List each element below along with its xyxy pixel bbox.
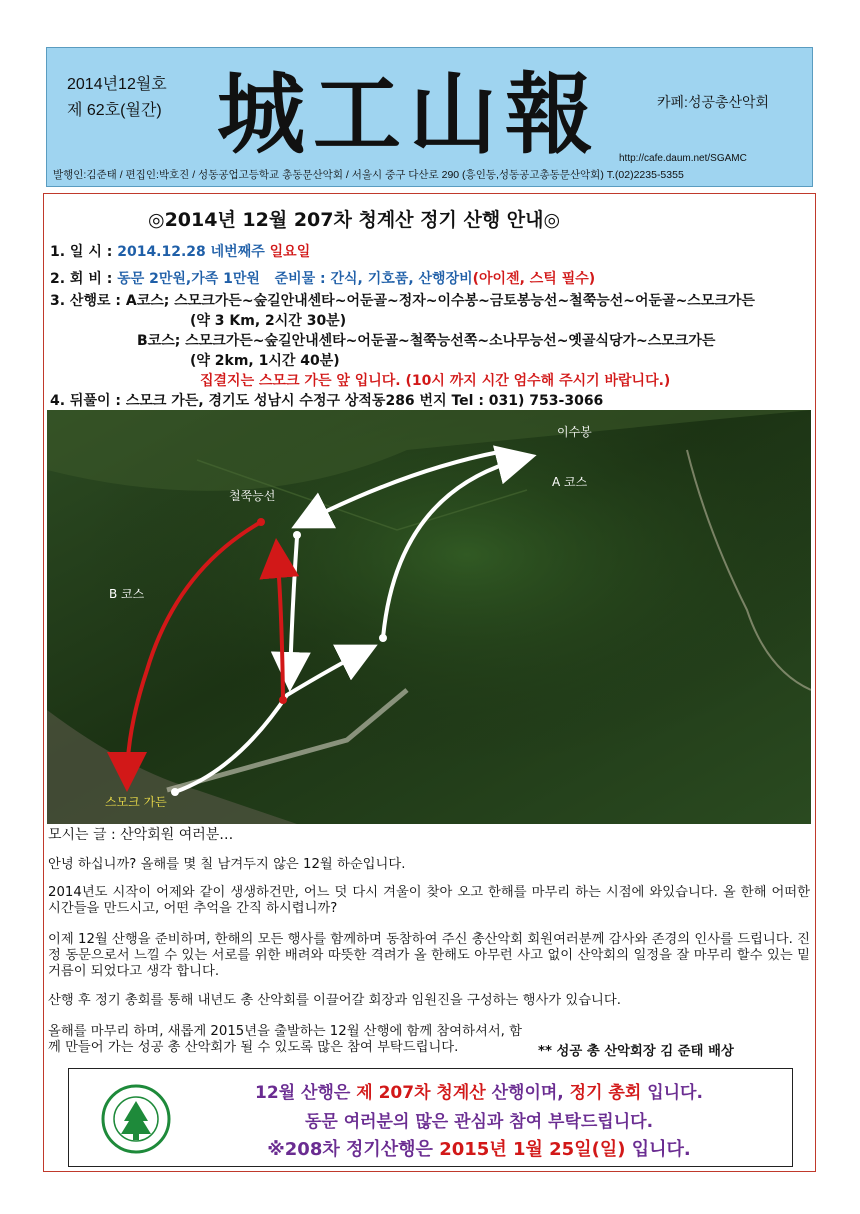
pavilion-point [379, 634, 387, 642]
fee-value: 동문 2만원,가족 1만원 [117, 271, 260, 287]
club-seal-icon [101, 1084, 171, 1154]
greeting-head: 모시는 글 : 산악회원 여러분… [48, 827, 234, 843]
route-b-info: (약 2km, 1시간 40분) [190, 353, 340, 369]
letter-paragraph-1: 안녕 하십니까? 올해를 몇 칠 남겨두지 않은 12월 하순입니다. [48, 857, 406, 872]
notice-box [68, 1068, 793, 1167]
notice-line-2: 동문 여러분의 많은 관심과 참여 부탁드립니다. [304, 1112, 654, 1132]
issue-number: 제 62호(월간) [67, 102, 162, 119]
label-isubong: 이수봉 [557, 425, 592, 439]
notice-line-1: 12월 산행은 제 207차 청계산 산행이며, 정기 총회 입니다. [255, 1083, 703, 1103]
date-value: 2014.12.28 네번째주 [117, 244, 265, 260]
gather-note: 집결지는 스모크 가든 앞 입니다. (10시 까지 시간 엄수해 주시기 바랍니다.) [200, 373, 671, 389]
aerial-route-map [47, 410, 811, 824]
letter-paragraph-4: 산행 후 정기 총회를 통해 내년도 총 산악회를 이끌어갈 회장과 임원진을 구성하는 행사가 있습니다. [48, 993, 621, 1008]
prep-label: 준비물 : 간식, 기호품, 산행장비 [274, 271, 473, 287]
date-day: 일요일 [269, 244, 311, 260]
notice-line-3: ※208차 정기산행은 2015년 1월 25일(일) 입니다. [267, 1139, 691, 1160]
cafe-url[interactable]: http://cafe.daum.net/SGAMC [619, 153, 747, 164]
prep-required: (아이젠, 스틱 필수) [472, 271, 596, 287]
junction-point [279, 696, 287, 704]
ridge-point [257, 518, 265, 526]
issue-date: 2014년12월호 [67, 76, 167, 93]
label-b-course: B 코스 [109, 587, 145, 601]
label-a-course: A 코스 [552, 475, 588, 489]
afterparty-row [50, 390, 603, 410]
letter-paragraph-2: 2014년도 시작이 어제와 같이 생생하건만, 어느 덧 다시 겨울이 찾아 오고 한해를 마무리 하는 시점에 와있습니다. 올 한해 어떠한 시간들을 만드시고, 어떤 추억을 간직 하시렵니까? [48, 885, 810, 916]
notice-event: 제 207차 청계산 [356, 1083, 486, 1103]
issue-info [67, 72, 167, 124]
descent-point [293, 531, 301, 539]
route-map-svg [47, 410, 811, 824]
label-smoke-garden: 스모크 가든 [105, 795, 167, 809]
next-hike-date: 2015년 1월 25일(일) [439, 1139, 626, 1160]
letter-paragraph-3: 이제 12월 산행을 준비하며, 한해의 모든 행사를 함께하며 동참하여 주신 총산악회 회원여러분께 감사와 존경의 인사를 드립니다. 진정 동문으로서 느낄 수 있는 서로를 위한 배려와 따뜻한 격려가 올 한해도 아무런 사고 없이 산악회의 일정을 잘 마무리 할수 있는 밑거름이 되었다고 생각 합니다. [48, 932, 810, 979]
notice-month: 12월 [255, 1083, 296, 1103]
route-label: 3. 산행로 : [50, 293, 121, 309]
route-a: A코스; 스모크가든~숲길안내센타~어둔골~정자~이수봉~금토봉능선~철쭉능선~어둔골~스모크가든 [125, 293, 755, 309]
notice-assembly: 정기 총회 [569, 1083, 642, 1103]
fee-label: 2. 회 비 : [50, 271, 113, 287]
date-label: 1. 일 시 : [50, 244, 113, 260]
label-ridge: 철쭉능선 [229, 489, 276, 503]
isubong-point [495, 448, 503, 456]
newspaper-title: 城工山報 [217, 62, 602, 166]
start-point [171, 788, 179, 796]
publisher-line: 발행인:김준태 / 편집인:박호진 / 성동공업고등학교 총동문산악회 / 서울시 중구 다산로 290 (흥인동,성동공고총동문산악회) T.(02)2235-5355 [53, 169, 684, 181]
page-heading: ◎2014년 12월 207차 청계산 정기 산행 안내◎ [148, 209, 561, 231]
route-b: B코스; 스모크가든~숲길안내센타~어둔골~철쭉능선쪽~소나무능선~옛골식당가~스모크가든 [137, 333, 716, 349]
date-row [50, 241, 310, 261]
masthead [46, 47, 813, 187]
route-a-info: (약 3 Km, 2시간 30분) [190, 313, 347, 329]
route-row [50, 290, 755, 310]
afterparty-value: 스모크 가든, 경기도 성남시 수정구 상적동286 번지 Tel : 031) 753-3066 [125, 393, 604, 409]
signature: ** 성공 총 산악회장 김 준태 배상 [538, 1044, 734, 1059]
letter-paragraph-5: 올해를 마무리 하며, 새롭게 2015년을 출발하는 12월 산행에 함께 참여하셔서, 함께 만들어 가는 성공 총 산악회가 될 수 있도록 많은 참여 부탁드립니다. [48, 1024, 522, 1055]
cafe-name: 카페:성공총산악회 [657, 94, 770, 110]
afterparty-label: 4. 뒤풀이 : [50, 393, 121, 409]
fee-row [50, 268, 595, 288]
